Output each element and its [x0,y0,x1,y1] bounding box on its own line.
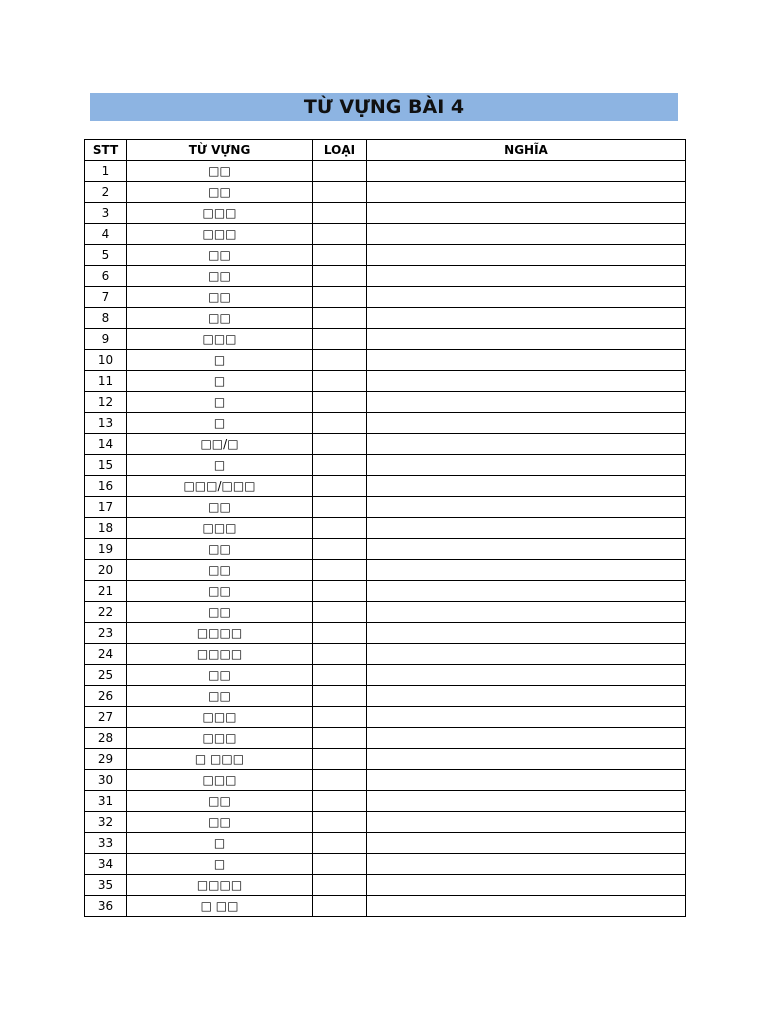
word-type-cell [313,644,367,665]
word-type-cell [313,434,367,455]
meaning-cell [367,560,686,581]
table-row [85,686,686,707]
vocab-word-cell: □□□ [127,224,313,245]
row-number-cell: 3 [85,203,127,224]
table-row [85,875,686,896]
word-type-cell [313,812,367,833]
meaning-cell [367,413,686,434]
table-row [85,182,686,203]
row-number-cell: 29 [85,749,127,770]
table-row [85,224,686,245]
meaning-cell [367,770,686,791]
meaning-cell [367,224,686,245]
word-type-cell [313,728,367,749]
word-type-cell [313,203,367,224]
table-row [85,602,686,623]
header-meaning: NGHĨA [367,140,686,161]
meaning-cell [367,875,686,896]
row-number-cell: 5 [85,245,127,266]
meaning-cell [367,518,686,539]
meaning-cell [367,728,686,749]
word-type-cell [313,350,367,371]
word-type-cell [313,329,367,350]
table-row [85,581,686,602]
table-row [85,371,686,392]
row-number-cell: 7 [85,287,127,308]
table-header-row [85,140,686,161]
vocab-word-cell: □□ [127,161,313,182]
word-type-cell [313,581,367,602]
vocab-word-cell: □□ [127,245,313,266]
word-type-cell [313,854,367,875]
row-number-cell: 16 [85,476,127,497]
table-row [85,644,686,665]
table-row [85,476,686,497]
header-type: LOẠI [313,140,367,161]
meaning-cell [367,539,686,560]
meaning-cell [367,644,686,665]
vocab-word-cell: □ [127,350,313,371]
table-row [85,539,686,560]
word-type-cell [313,266,367,287]
vocab-word-cell: □□□ [127,329,313,350]
table-row [85,245,686,266]
table-row [85,623,686,644]
row-number-cell: 22 [85,602,127,623]
row-number-cell: 10 [85,350,127,371]
row-number-cell: 17 [85,497,127,518]
row-number-cell: 25 [85,665,127,686]
row-number-cell: 13 [85,413,127,434]
table-row [85,308,686,329]
row-number-cell: 14 [85,434,127,455]
row-number-cell: 4 [85,224,127,245]
word-type-cell [313,770,367,791]
table-row [85,728,686,749]
row-number-cell: 30 [85,770,127,791]
word-type-cell [313,371,367,392]
word-type-cell [313,560,367,581]
row-number-cell: 19 [85,539,127,560]
word-type-cell [313,749,367,770]
word-type-cell [313,392,367,413]
word-type-cell [313,182,367,203]
meaning-cell [367,497,686,518]
row-number-cell: 9 [85,329,127,350]
header-word: TỪ VỰNG [127,140,313,161]
word-type-cell [313,413,367,434]
meaning-cell [367,287,686,308]
meaning-cell [367,350,686,371]
row-number-cell: 23 [85,623,127,644]
table-row [85,497,686,518]
row-number-cell: 32 [85,812,127,833]
meaning-cell [367,308,686,329]
vocab-word-cell: □□□ [127,203,313,224]
table-row [85,560,686,581]
meaning-cell [367,476,686,497]
vocab-word-cell: □□□ [127,707,313,728]
word-type-cell [313,602,367,623]
vocab-word-cell: □ □□ [127,896,313,917]
vocab-word-cell: □□ [127,287,313,308]
vocab-word-cell: □□ [127,308,313,329]
meaning-cell [367,266,686,287]
meaning-cell [367,707,686,728]
vocabulary-table [84,139,686,917]
row-number-cell: 21 [85,581,127,602]
meaning-cell [367,182,686,203]
vocab-word-cell: □□□ [127,770,313,791]
meaning-cell [367,434,686,455]
word-type-cell [313,287,367,308]
row-number-cell: 24 [85,644,127,665]
vocab-word-cell: □□ [127,182,313,203]
meaning-cell [367,245,686,266]
row-number-cell: 18 [85,518,127,539]
vocab-word-cell: □□ [127,812,313,833]
meaning-cell [367,812,686,833]
row-number-cell: 15 [85,455,127,476]
table-row [85,749,686,770]
vocab-word-cell: □□ [127,497,313,518]
meaning-cell [367,791,686,812]
meaning-cell [367,602,686,623]
row-number-cell: 27 [85,707,127,728]
word-type-cell [313,539,367,560]
word-type-cell [313,896,367,917]
vocab-word-cell: □□□□ [127,623,313,644]
row-number-cell: 28 [85,728,127,749]
table-row [85,266,686,287]
page-title: TỪ VỰNG BÀI 4 [303,96,465,118]
vocab-word-cell: □□□/□□□ [127,476,313,497]
word-type-cell [313,686,367,707]
table-row [85,203,686,224]
table-row [85,161,686,182]
vocab-word-cell: □□□ [127,518,313,539]
word-type-cell [313,308,367,329]
row-number-cell: 1 [85,161,127,182]
table-row [85,770,686,791]
vocab-word-cell: □ [127,854,313,875]
meaning-cell [367,896,686,917]
row-number-cell: 8 [85,308,127,329]
word-type-cell [313,455,367,476]
word-type-cell [313,224,367,245]
word-type-cell [313,623,367,644]
table-row [85,896,686,917]
meaning-cell [367,161,686,182]
word-type-cell [313,791,367,812]
table-row [85,350,686,371]
table-row [85,392,686,413]
table-row [85,812,686,833]
vocab-word-cell: □ [127,413,313,434]
vocab-word-cell: □ [127,371,313,392]
table-row [85,434,686,455]
word-type-cell [313,518,367,539]
title-banner [90,93,678,121]
vocab-word-cell: □□ [127,560,313,581]
meaning-cell [367,455,686,476]
meaning-cell [367,392,686,413]
meaning-cell [367,623,686,644]
row-number-cell: 11 [85,371,127,392]
vocab-word-cell: □□ [127,581,313,602]
vocab-word-cell: □□ [127,602,313,623]
vocab-word-cell: □□/□ [127,434,313,455]
row-number-cell: 34 [85,854,127,875]
table-row [85,518,686,539]
vocab-word-cell: □□ [127,686,313,707]
word-type-cell [313,665,367,686]
meaning-cell [367,665,686,686]
vocab-word-cell: □□ [127,665,313,686]
vocab-word-cell: □□□□ [127,875,313,896]
row-number-cell: 12 [85,392,127,413]
word-type-cell [313,497,367,518]
row-number-cell: 35 [85,875,127,896]
table-row [85,707,686,728]
word-type-cell [313,833,367,854]
row-number-cell: 36 [85,896,127,917]
row-number-cell: 31 [85,791,127,812]
table-row [85,833,686,854]
meaning-cell [367,371,686,392]
word-type-cell [313,245,367,266]
word-type-cell [313,476,367,497]
table-row [85,413,686,434]
table-row [85,665,686,686]
row-number-cell: 6 [85,266,127,287]
vocab-word-cell: □□□□ [127,644,313,665]
meaning-cell [367,686,686,707]
word-type-cell [313,875,367,896]
meaning-cell [367,329,686,350]
vocab-word-cell: □ □□□ [127,749,313,770]
meaning-cell [367,203,686,224]
table-row [85,329,686,350]
table-row [85,455,686,476]
word-type-cell [313,707,367,728]
row-number-cell: 33 [85,833,127,854]
table-row [85,791,686,812]
vocab-word-cell: □□ [127,266,313,287]
vocab-word-cell: □□ [127,791,313,812]
vocab-word-cell: □ [127,455,313,476]
meaning-cell [367,749,686,770]
vocab-word-cell: □ [127,833,313,854]
header-stt: STT [85,140,127,161]
row-number-cell: 26 [85,686,127,707]
row-number-cell: 20 [85,560,127,581]
word-type-cell [313,161,367,182]
vocab-word-cell: □ [127,392,313,413]
vocab-word-cell: □□□ [127,728,313,749]
meaning-cell [367,833,686,854]
table-row [85,287,686,308]
table-body [85,161,686,917]
meaning-cell [367,581,686,602]
row-number-cell: 2 [85,182,127,203]
table-row [85,854,686,875]
meaning-cell [367,854,686,875]
vocab-word-cell: □□ [127,539,313,560]
